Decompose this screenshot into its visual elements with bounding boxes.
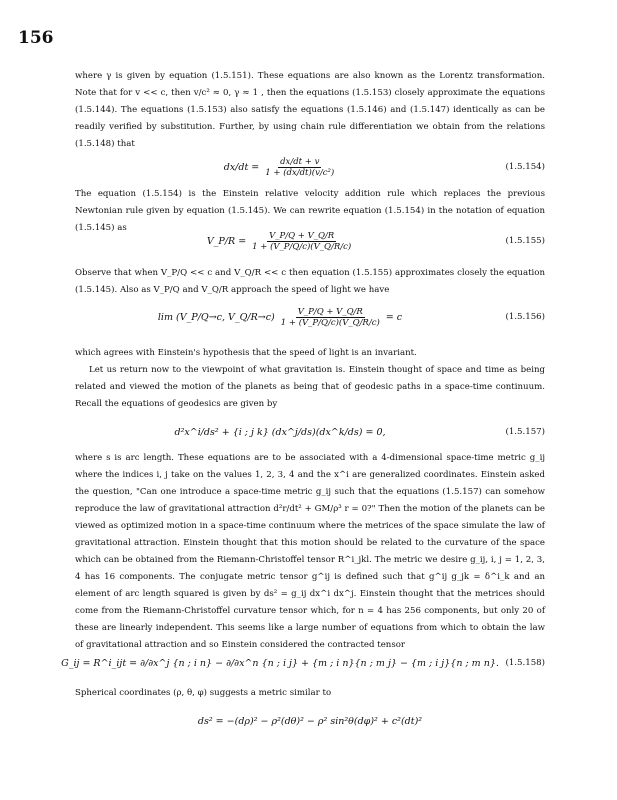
paragraph-7: Spherical coordinates (ρ, θ, φ) suggests a metric similar to <box>75 688 332 698</box>
eq156-numerator: V_P/Q + V_Q/R <box>297 306 363 317</box>
eq154-label: (1.5.154) <box>505 162 545 172</box>
eq157-label: (1.5.157) <box>505 427 545 437</box>
paragraph-4: which agrees with Einstein's hypothesis that the speed of light is an invariant. <box>75 348 417 358</box>
equation-metric <box>75 704 545 738</box>
paragraph-1: where γ is given by equation (1.5.151). These equations are also known as the Lorentz transformation. Note that for v << c, then v/c² ≈ 0, γ ≈ 1 , then the equations (1.5.153) closely approximate the equations (1.5.144). The equations (1.5.153) also satisfy the equations (1.5.146) and (1.5.147) identically as can be readily verified by substitution. Further, by using chain rule differentiation we obtain from the relations (1.5.148) that <box>75 71 545 149</box>
equation-1-5-156 <box>75 300 545 334</box>
equation-1-5-157 <box>75 415 545 449</box>
eq156-limit: lim (V_P/Q→c, V_Q/R→c) <box>157 311 275 323</box>
paragraph-2: The equation (1.5.154) is the Einstein relative velocity addition rule which replaces the previous Newtonian rule given by equation (1.5.145). We can rewrite equation (1.5.154) in the notation of equation (1.5.145) as <box>75 189 545 233</box>
paragraph-3: Observe that when V_P/Q << c and V_Q/R << c then equation (1.5.155) approximates closely the equation (1.5.145). Also as V_P/Q and V_Q/R approach the speed of light we have <box>75 268 545 295</box>
eq155-lhs: V_P/R = <box>206 235 247 247</box>
eq156-rhs: = c <box>385 311 403 323</box>
equation-1-5-155 <box>75 224 545 258</box>
eq155-denominator: 1 + (V_P/Q/c)(V_Q/R/c) <box>252 241 352 252</box>
page-number: 156 <box>18 28 54 48</box>
metric-expression: ds² = −(dρ)² − ρ²(dθ)² − ρ² sin²θ(dφ)² + c²(dt)² <box>197 715 423 727</box>
equation-1-5-154 <box>75 150 545 184</box>
eq155-numerator: V_P/Q + V_Q/R <box>269 230 335 241</box>
paragraph-5: Let us return now to the viewpoint of what gravitation is. Einstein thought of space and time as being related and viewed the motion of the planets as being that of geodesic paths in a space-time continuum. Recall the equations of geodesics are given by <box>75 365 545 409</box>
paragraph-6: where s is arc length. These equations are to be associated with a 4-dimensional space-time metric g_ij where the indices i, j take on the values 1, 2, 3, 4 and the x^i are generalized coordinates. Einstein asked the question, "Can one introduce a space-time metric g_ij such that the equations (1.5.157) can somehow reproduce the law of gravitational attraction d²r/dt² + GM/ρ³ r = 0?" Then the motion of the planets can be viewed as optimized motion in a space-time continuum where the metrices of the space simulate the law of gravitational attraction. Einstein thought that this motion should be related to the curvature of the space which can be obtained from the Riemann-Christoffel tensor R^i_jkl. The metric we desire g_ij, i, j = 1, 2, 3, 4 has 16 components. The conjugate metric tensor g^ij is defined such that g^ij g_jk = δ^i_k and an element of arc length squared is given by ds² = g_ij dx^i dx^j. Einstein thought that the metrices should come from the Riemann-Christoffel curvature tensor which, for n = 4 has 256 components, but only 20 of these are linearly independent. This seems like a large number of equations from which to obtain the law of gravitational attraction and so Einstein considered the contracted tensor <box>75 453 545 650</box>
eq158-expression: G_ij = R^i_ijt = ∂/∂x^j {n ; i n} − ∂/∂x^n {n ; i j} + {m ; i n}{n ; m j} − {m ; i j}{n ; m n}. <box>61 657 499 669</box>
eq157-expression: d²x^i/ds² + {i ; j k} (dx^j/ds)(dx^k/ds) = 0, <box>174 426 386 438</box>
eq156-denominator: 1 + (V_P/Q/c)(V_Q/R/c) <box>280 317 380 328</box>
eq154-lhs: dx/dt = <box>223 161 260 173</box>
eq155-label: (1.5.155) <box>505 236 545 246</box>
equation-1-5-158 <box>61 646 545 680</box>
eq158-label: (1.5.158) <box>505 658 545 668</box>
eq154-denominator: 1 + (dx/dt)(v/c²) <box>265 167 335 178</box>
eq156-label: (1.5.156) <box>505 312 545 322</box>
eq154-numerator: dx/dt + v <box>280 156 320 167</box>
